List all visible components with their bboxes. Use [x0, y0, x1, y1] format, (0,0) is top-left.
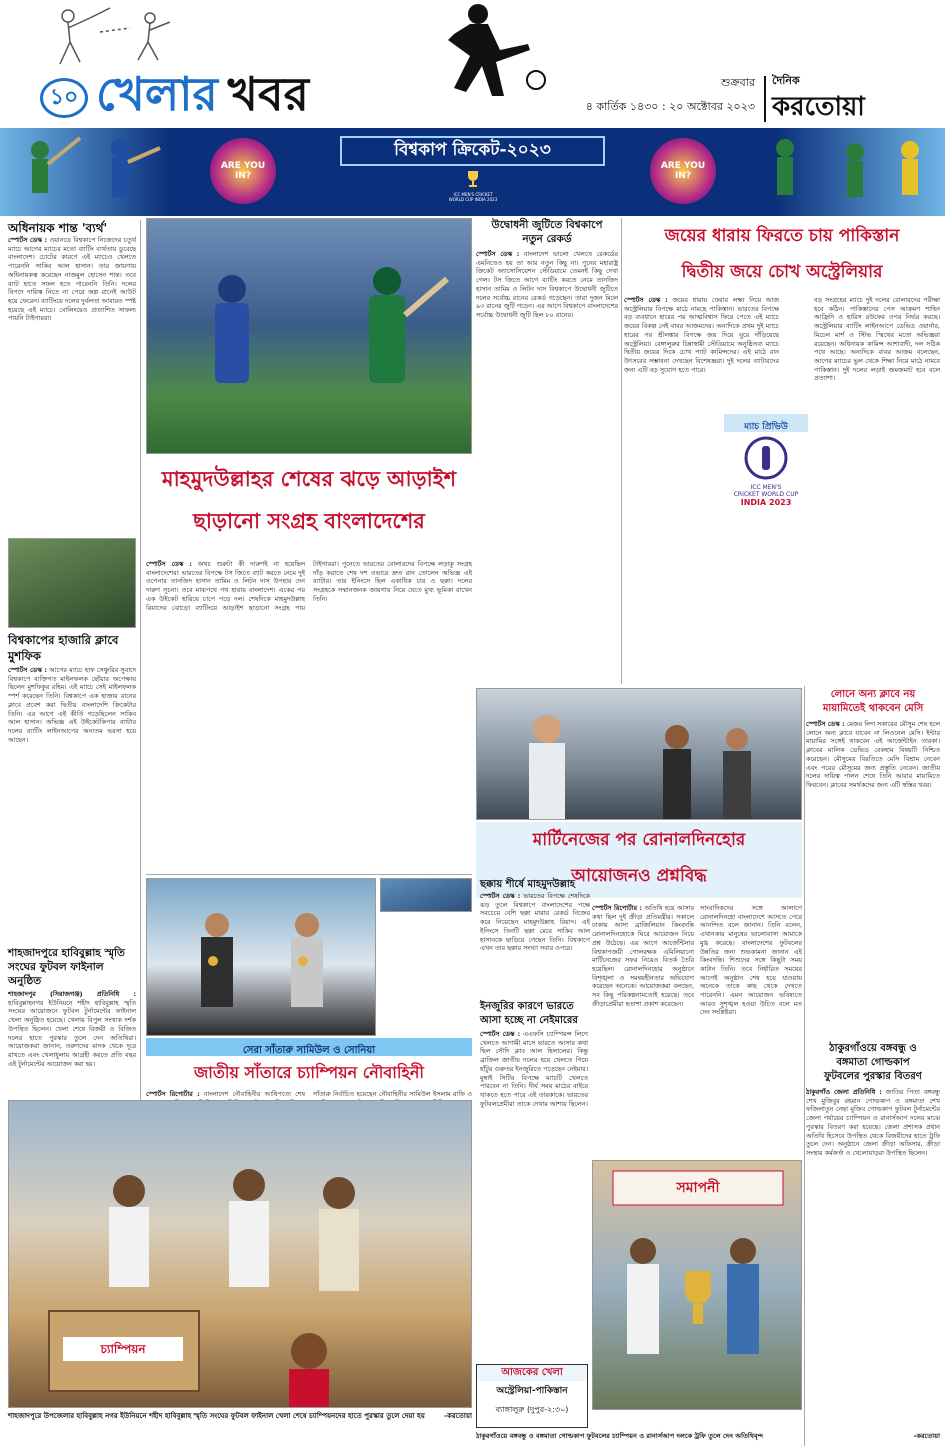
world-cup-logo: ICC MEN'S CRICKET WORLD CUP INDIA 2023: [446, 170, 500, 210]
photo-ronaldinho-event: [476, 688, 802, 820]
article-body: স্পোর্টস ডেস্ক : অথচ শুরুটা কী দারুণই না হয়েছিল বাংলাদেশের! ভারতের বিপক্ষে টস জিতে ব্যাট করতে নেমে দুই ওপেনার তানজিদ হাসান তামিম ও লিটন দাস উপহার দেন দারুণ সূচনা। তবে মাঝপথে পথ হারায় বাংলাদেশ। একের পর এক উইকেট হারিয়ে চাপে পড়ে দল। শেষদিকে মাহমুদউল্লাহ রিয়াদের ঝোড়ো ব্যাটিংয়ে আড়াইশ ছাড়ানো সংগ্রহ পায় টাইগাররা। পুনেতে ভারতের বোলারদের বিপক্ষে লড়াকু সংগ্রহ দাঁড় করাতে শেষ দশ ওভারে দ্রুত রান তোলেন অভিজ্ঞ এই ব্যাটার। তার ইনিংসে ছিল একাধিক চার ও ছক্কা। দলের সংগ্রহকে সম্মানজনক জায়গায় নিয়ে যেতে মুখ্য ভূমিকা রাখেন তিনি।: [146, 560, 472, 612]
banner-title-box: [340, 136, 605, 166]
story-neymar: [480, 1000, 588, 1350]
article-body-right: বড় সংগ্রহের ম্যাচে দুই দলের বোলারদের পরীক্ষা হবে কঠিন। পাকিস্তানের পেস আক্রমণ শাহিন আফ্রিদি ও হারিস রউফের ওপর নির্ভর করছে। অস্ট্রেলিয়ার ব্যাটিং লাইনআপে ডেভিড ওয়ার্নার, মিচেল মার্শ ও স্টিভ স্মিথের মতো অভিজ্ঞরা রয়েছেন। অধিনায়ক কামিন্স আশাবাদী, দল সঠিক পথে আছে। অন্যদিকে বাবর আজম বলেছেন, আগের ম্যাচের ভুল থেকে শিক্ষা নিয়ে মাঠে নামবে পাকিস্তান। দুই দলের লড়াই জমজমাট হবে বলে প্রত্যাশা।: [814, 296, 940, 383]
section-title-word1: খেলার: [96, 67, 218, 121]
photo-mahmudullah-batting: [146, 218, 472, 454]
cricket-world-cup-icon: [744, 436, 788, 480]
ronaldinho-headline-line2: আয়োজনও প্রশ্নবিদ্ধ: [571, 866, 707, 886]
article-body: স্পোর্টস ডেস্ক : ওয়ানডে বিশ্বকাপে নিজেদের চতুর্থ ম্যাচে আগের ম্যাচের মতো ব্যাটিং ব্যর্থতায় ডুবেছে বাংলাদেশ। চোটের কারণে এই ম্যাচেও খেলতে পারেননি সাকিব আল হাসান। তার জায়গায় অধিনায়কত্ব করেছেন নাজমুল হোসেন শান্ত। তবে ব্যাট হাতে সফল হতে পারেননি তিনি। দলের বিপদে দায়িত্ব নিতে না পেরে অল্প রানেই আউট হয়ে ফেরেন। ব্যাটিংয়ে দলের দুর্বলতা আবারও স্পষ্ট হয়েছে এই ম্যাচে। বোলিংয়েও প্রত্যাশিত সাফল্য পায়নি টাইগাররা।: [8, 236, 136, 323]
photo-mushfiq: [8, 538, 136, 628]
batsman-figures-illustration: [147, 219, 472, 454]
cricketers-left-illustration: [0, 128, 190, 216]
issue-date: ৪ কার্তিক ১৪৩০ : ২০ অক্টোবর ২০২৩: [585, 100, 755, 113]
article-body: শাহজাদপুর (সিরাজগঞ্জ) প্রতিনিধি : হাবিবুল্লাহনগর ইউনিয়নে শহীদ হাবিবুল্লাহ স্মৃতি সংঘের আয়োজনে ফুটবল টুর্নামেন্টের ফাইনাল খেলা অনুষ্ঠিত হয়েছে। খেলায় বিপুল সংখ্যক দর্শক উপস্থিত ছিলেন। খেলা শেষে বিজয়ী ও বিজিত দলের হাতে পুরস্কার তুলে দেন অতিথিরা। আয়োজকরা জানান, তরুণদের মাদক থেকে দূরে রাখতে এবং খেলাধুলায় আগ্রহী করতে প্রতি বছর এই টুর্নামেন্টের আয়োজন করা হয়।: [8, 990, 136, 1068]
photo-shahjadpur-prize: [8, 1100, 472, 1408]
headline: উদ্বোধনী জুটিতে বিশ্বকাপে নতুন রেকর্ড: [491, 219, 603, 245]
story-pakistan: [624, 296, 940, 682]
ronaldinho-headline-line1: মার্টিনেজের পর রোনালদিনহোর: [532, 830, 746, 850]
trophy-icon: [465, 170, 481, 188]
footballer-silhouette-icon: [408, 0, 548, 100]
photo-caption-shahjadpur: শাহজাদপুরে উপজেলার হাবিবুল্লাহ নগর ইউনিয়নে শহীদ হাবিবুল্লাহ স্মৃতি সংঘের ফুটবল ফাইনাল খেলা শেষে চ্যাম্পিয়নদের হাতে পুরস্কার তুলে দেয়া হয় -করতোয়া: [8, 1412, 472, 1420]
article-body: স্পোর্টস ডেস্ক : জয়ের ধারায় ফেরার লক্ষ্য নিয়ে আজ অস্ট্রেলিয়ার বিপক্ষে মাঠে নামছে পাকিস্তান। ভারতের বিপক্ষে বড় ব্যবধানে হারের পর আত্মবিশ্বাস ফিরে পেতে এই ম্যাচে জয়ের বিকল্প নেই বাবর আজমদের। অন্যদিকে প্রথম দুই ম্যাচে হারের পর শ্রীলঙ্কার বিপক্ষে জয় দিয়ে ঘুরে দাঁড়িয়েছে অস্ট্রেলিয়া। বেঙ্গালুরুর চিন্নাস্বামী স্টেডিয়ামে অনুষ্ঠিতব্য ম্যাচে দ্বিতীয় জয়ের দিকে চোখ প্যাট কামিন্সদের। এই মাঠে রান উৎসবের সম্ভাবনা দেখছেন বিশেষজ্ঞরা। দুই দলের ব্যাটারদের জন্য এটি বড় সুযোগ হতে পারে।: [624, 296, 779, 374]
todays-match-title: আজকের খেলা: [477, 1365, 587, 1381]
photo-thakurgaon-trophy: [592, 1160, 802, 1410]
story-ronaldinho: [592, 904, 802, 1156]
story-messi: [806, 688, 940, 1038]
headline: ঠাকুরগাঁওয়ে বঙ্গবন্ধু ও বঙ্গমাতা গোল্ডকাপ ফুটবলের পুরস্কার বিতরণ: [824, 1043, 922, 1082]
headline: লোনে অন্য ক্লাবে নয় মায়ামিতেই থাকবেন মেসি: [822, 689, 924, 714]
main-headline-box: [146, 458, 472, 554]
section-title: [96, 64, 309, 124]
page-number-badge: [40, 78, 88, 118]
pakistan-headline-box: [624, 218, 940, 292]
crowd-figures-illustration: [477, 689, 802, 820]
article-body: স্পোর্টস ডেস্ক : ভারতের বিপক্ষে শেষদিকে ঝড় তুলে বিশ্বকাপে বাংলাদেশের পক্ষে সবচেয়ে বেশি ছক্কা মারার রেকর্ড নিজের করে নিয়েছেন মাহমুদউল্লাহ রিয়াদ। এই ইনিংসে তিনটি ছক্কা মেরে সাকিব আল হাসানকে ছাড়িয়ে গেছেন তিনি। বিশ্বকাপে এখন তার ছক্কার সংখ্যা সবার ওপরে।: [480, 892, 590, 953]
article-body: স্পোর্টস রিপোর্টার : অতিথি হয়ে আসার কথা ছিল দুই ক্রীড়া প্রতিমন্ত্রীর। সকালে ঢাকায় আসা ব্রাজিলিয়ান কিংবদন্তি রোনালদিনহোকে ঘিরে আয়োজন নিয়ে প্রশ্ন উঠেছে। এর আগে আর্জেন্টিনার বিশ্বকাপজয়ী গোলরক্ষক এমিলিয়ানো মার্টিনেজের সফর নিয়েও বিতর্ক তৈরি হয়েছিল। রোনালদিনহোর অনুষ্ঠানে বিশৃঙ্খলা ও সমন্বয়হীনতার অভিযোগ করেছেন অনেকে। আয়োজকরা বলছেন, সব কিছু পরিকল্পনামতোই হয়েছে। তবে ক্রীড়াপ্রেমীরা হতাশা প্রকাশ করেছেন।: [592, 904, 694, 1008]
headline: বিশ্বকাপের হাজারি ক্লাবে মুশফিক: [8, 633, 119, 663]
story-mushfiq: [8, 632, 136, 944]
article-body-2: সাংবাদিকদের সঙ্গে আলাপে রোনালদিনহো বাংলাদেশে আসতে পেরে আনন্দিত বলে জানান। তিনি বলেন, এখানকার মানুষের ভালোবাসা আমাকে মুগ্ধ করেছে। বাংলাদেশের ফুটবলের উন্নতির জন্য শুভকামনা জানান এই কিংবদন্তি। শিশুদের সঙ্গে কিছুটা সময় কাটান তিনি। তবে নির্ধারিত সময়ের আগেই অনুষ্ঠান শেষ হয়ে যাওয়ায় অনেকে তাকে কাছ থেকে দেখতে পারেননি। এমন আয়োজন ভবিষ্যতে আরও সুশৃঙ্খল হওয়া উচিত বলে মত দেন সংশ্লিষ্টরা।: [700, 904, 802, 1017]
masthead-separator: [764, 76, 766, 122]
cricketers-right-illustration: [745, 128, 945, 216]
article-body: স্পোর্টস রিপোর্টার : বাংলাদেশ নৌবাহিনীর আধিপত্যে শেষ সাঁতারু নির্বাচিত হয়েছেন নৌবাহিনীর সামিউল ইসলাম রাফি ও: [146, 1090, 472, 1098]
cricket-batter-sketch-icon: [40, 2, 190, 72]
swim-headline: জাতীয় সাঁতারে চ্যাম্পিয়ন নৌবাহিনী: [193, 1063, 425, 1082]
masthead: [0, 0, 945, 128]
column-divider: [140, 220, 141, 1100]
headline: ছক্কায় শীর্ষে মাহমুদউল্লাহ: [480, 879, 576, 890]
headline: ইনজুরির কারণে ভারতে আসা হচ্ছে না নেইমারের: [480, 1001, 578, 1026]
article-body: স্পোর্টস ডেস্ক : এএফসি চ্যাম্পিয়ন্স লিগে খেলতে আগামী মাসে ভারতে আসার কথা ছিল সৌদি ক্লাব আল হিলালের। কিন্তু ব্রাজিল জাতীয় দলের হয়ে খেলতে গিয়ে হাঁটুর গুরুতর ইনজুরিতে পড়েছেন নেইমার। মুম্বাই সিটির বিপক্ষে ম্যাচটি খেলতে পারবেন না তিনি। দীর্ঘ সময় মাঠের বাইরে থাকতে হতে পারে এই তারকাকে। ভারতের ফুটবলপ্রেমীরা তাকে দেখার আশায় ছিলেন।: [480, 1030, 588, 1108]
issue-day: শুক্রবার: [720, 76, 755, 89]
column-divider: [621, 218, 622, 684]
swimmers-medals-illustration: [147, 879, 376, 1036]
story-opening-record: [476, 218, 618, 520]
pakistan-headline-line2: দ্বিতীয় জয়ে চোখ অস্ট্রেলিয়ার: [681, 262, 883, 282]
are-you-in-badge-right: ARE YOU IN?: [650, 138, 716, 204]
page-number: ১০: [49, 84, 79, 110]
main-headline-line1: মাহমুদউল্লাহর শেষের ঝড়ে আড়াইশ: [161, 467, 457, 491]
story-mahmudullah: [146, 560, 472, 872]
headline: শাহজাদপুরে হাবিবুল্লাহ স্মৃতি সংঘের ফুটবল ফাইনাল অনুষ্ঠিত: [8, 947, 125, 987]
newspaper-logo: [772, 72, 932, 124]
article-body: স্পোর্টস ডেস্ক : বাংলাদেশ ভালো খেলতে রেকর্ডের এমনিতেও হয় তা আর নতুন কিছু না। পুনের মহারাষ্ট্র ক্রিকেট অ্যাসোসিয়েশন স্টেডিয়ামে তেমনই কিছু দেখা গেল। টস জিতে আগে ব্যাটিং করতে নেমে তানজিদ হাসান তামিম ও লিটন দাস বিশ্বকাপে উদ্বোধনী জুটিতে দলের সর্বোচ্চ রানের রেকর্ড গড়েছেন। তারা দুজন মিলে ৯৩ রানের জুটি গড়েন। এর আগে বিশ্বকাপে বাংলাদেশের সর্বোচ্চ উদ্বোধনী জুটি ছিল ৮০ রানের।: [476, 250, 618, 319]
photo-swimmers: [146, 878, 376, 1036]
todays-match-teams: অস্ট্রেলিয়া-পাকিস্তান: [496, 1386, 568, 1396]
pakistan-headline-line1: জয়ের ধারায় ফিরতে চায় পাকিস্তান: [664, 226, 900, 246]
swim-banner: সেরা সাঁতারু সামিউল ও সোনিয়া: [146, 1038, 472, 1056]
newspaper-prefix: দৈনিক: [772, 74, 800, 87]
story-captain-shanto: [8, 220, 136, 536]
todays-match-box: [476, 1364, 588, 1428]
column-divider: [804, 686, 805, 1446]
section-divider: [146, 874, 472, 875]
are-you-in-badge-left: ARE YOU IN?: [210, 138, 276, 204]
prize-ceremony-illustration: [9, 1101, 472, 1408]
world-cup-banner: [0, 128, 945, 216]
headline: অধিনায়ক শান্ত 'ব্যর্থ': [8, 221, 108, 235]
story-thakurgaon: [806, 1042, 940, 1434]
match-preview-label: ম্যাচ প্রিভিউ: [724, 414, 808, 432]
photo-caption-thakurgaon: ঠাকুরগাঁওয়ে বঙ্গবন্ধু ও বঙ্গমাতা গোল্ডকাপ ফুটবলের চ্যাম্পিয়ন ও রানার্সআপ দলকে ট্রফি তুলে দেন অতিথিবৃন্দ -করতোয়া: [476, 1432, 940, 1440]
story-mahmud-sixes: [380, 878, 590, 998]
main-headline-line2: ছাড়ানো সংগ্রহ বাংলাদেশের: [193, 509, 425, 533]
section-title-word2: খবর: [227, 67, 309, 121]
wc-logo-panel: ICC MEN'S CRICKET WORLD CUP INDIA 2023: [724, 436, 808, 526]
dateline-block: [560, 74, 755, 122]
story-shahjadpur-football: [8, 946, 136, 1096]
article-body: ঠাকুরগাঁও জেলা প্রতিনিধি : জাতির পিতা বঙ্গবন্ধু শেখ মুজিবুর রহমান গোল্ডকাপ ও বঙ্গমাতা শেখ ফজিলাতুন নেছা মুজিব গোল্ডকাপ ফুটবল টুর্নামেন্টের জেলা পর্যায়ের চ্যাম্পিয়ন ও রানার্সআপ দলের মাঝে পুরস্কার বিতরণ করা হয়েছে। জেলা প্রশাসক প্রধান অতিথি হিসেবে উপস্থিত থেকে বিজয়ীদের হাতে ট্রফি তুলে দেন। অনুষ্ঠানে জেলা ক্রীড়া অফিসার, ক্রীড়া সংস্থার কর্মকর্তা ও খেলোয়াড়রা উপস্থিত ছিলেন।: [806, 1088, 940, 1157]
article-body: স্পোর্টস ডেস্ক : আগের ম্যাচে হাফ সেঞ্চুরির সুবাদে বিশ্বকাপে ব্যক্তিগত মাইলফলক ছোঁয়ার অপেক্ষায় ছিলেন মুশফিকুর রহিম। এই ম্যাচে সেই মাইলফলক স্পর্শ করেছেন তিনি। বিশ্বকাপে এক হাজার রানের ক্লাবে প্রবেশ করা দ্বিতীয় বাংলাদেশি ক্রিকেটার তিনি। এর আগে এই কীর্তি গড়েছিলেন সাকিব আল হাসান। অভিজ্ঞ এই উইকেটকিপার ব্যাটার দলের ব্যাটিং লাইনআপের অন্যতম ভরসা হয়ে আছেন।: [8, 666, 136, 744]
trophy-box-label: চ্যাম্পিয়ন: [63, 1337, 183, 1361]
banner-title: বিশ্বকাপ ক্রিকেট-২০২৩: [394, 140, 551, 160]
article-body: স্পোর্টস ডেস্ক : মেজর লিগ সকারের মৌসুম শেষ হলে লোনে অন্য ক্লাবে যাবেন না লিওনেল মেসি। ইন্টার মায়ামির সঙ্গেই থাকবেন এই আর্জেন্টাইন তারকা। ক্লাবের মালিক ডেভিড বেকহাম বিষয়টি নিশ্চিত করেছেন। মৌসুমের বিরতিতে মেসি বিশ্রাম নেবেন এবং পরের মৌসুমের জন্য প্রস্তুতি নেবেন। জাতীয় দলের দায়িত্ব পালন শেষে তিনি আবার মায়ামিতে ফিরবেন। ক্লাবের সমর্থকদের জন্য এটি স্বস্তির খবর।: [806, 720, 940, 789]
todays-match-venue: ব্যাঙ্গালুরু (দুপুর-২:৩০): [495, 1405, 569, 1414]
newspaper-name: করতোয়া: [772, 92, 865, 122]
stage-sign: সমাপনী: [676, 1180, 720, 1196]
